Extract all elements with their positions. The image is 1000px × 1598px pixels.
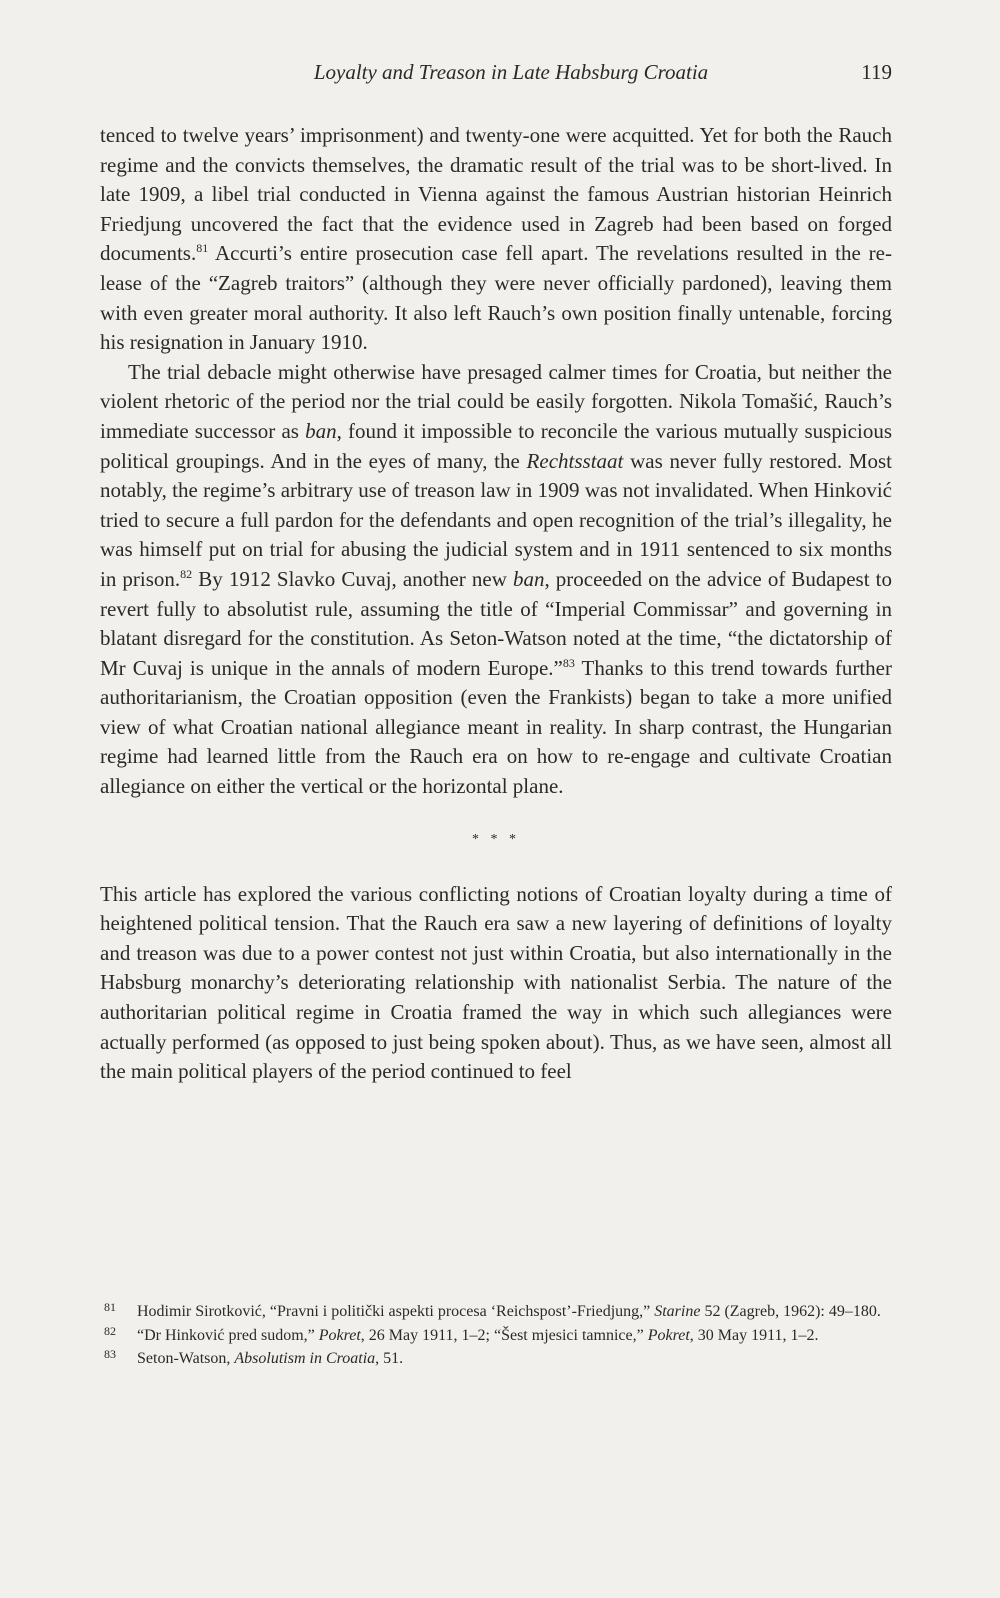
main-text	[100, 121, 892, 1087]
paragraph-2	[100, 358, 892, 802]
text-run: , 30 May 1911, 1–2.	[689, 1326, 819, 1344]
text-run: Accurti’s entire prosecution case fell apart. The revelations resulted in the release of the “Zagreb traitors” (although they were never officially pardoned), leaving them with even greater moral authority. It also left Rauch’s own position finally untenable, forcing his resignation in January 1910.	[100, 241, 892, 355]
footnote-81	[100, 1300, 892, 1324]
paragraph-3: This article has explored the various conflicting notions of Croatian loyalty during a time of heightened political tension. That the Rauch era saw a new layering of definitions of loyalty and treason was due to a power contest not just within Croatia, but also internationally in the Habsburg monarchy’s deteriorating relationship with nationalist Serbia. The nature of the authoritarian political regime in Croatia framed the way in which such allegiances were actually performed (as opposed to just being spoken about). Thus, as we have seen, almost all the main political players of the period continued to feel	[100, 881, 892, 1084]
text-run: , found it impossible to reconcile the various mutually suspicious political groupings. And in the eyes of many, the	[100, 418, 892, 473]
text-run: , 26 May 1911, 1–2; “Šest mjesici tamnice,”	[360, 1326, 648, 1344]
footnote-82	[100, 1324, 892, 1348]
footnote-number: 82	[104, 1323, 116, 1338]
page-number: 119	[861, 60, 892, 84]
text-run: “Dr Hinković pred sudom,”	[137, 1326, 319, 1344]
footnote-ref-82[interactable]: 82	[180, 566, 193, 581]
italic-title: Starine	[654, 1303, 701, 1320]
text-run: , 51.	[375, 1350, 404, 1367]
text-run: By 1912 Slavko Cuvaj, another new	[192, 566, 513, 591]
italic-term: ban	[305, 418, 337, 443]
text-run: Thanks to this trend towards further authoritarianism, the Croatian opposition (even the Frankists) began to take a more unified view of what Croatian national allegiance meant in reality. In sharp contrast, the Hungarian regime had learned little from the Rauch era on how to re-engage and cultivate Croatian allegiance on either the vertical or the horizontal plane.	[100, 655, 892, 799]
text-run: Seton-Watson,	[137, 1350, 235, 1367]
italic-term: ban	[512, 566, 545, 591]
section-break-asterism: * * *	[472, 831, 520, 847]
footnote-number: 83	[104, 1347, 116, 1361]
footnote-83	[100, 1347, 892, 1371]
italic-term: Rechtsstaat	[526, 448, 624, 473]
text-run: The trial debacle might otherwise have presaged calmer times for Croatia, but neither the violent rhetoric of the period nor the trial could be easily forgotten. Nikola Tomašić, Rauch’s immediate successor as	[100, 359, 892, 443]
paragraph-1	[100, 121, 892, 358]
text-run: Hodimir Sirotković, “Pravni i politički aspekti procesa ‘Reichspost’-Friedjung,”	[137, 1303, 655, 1320]
footnote-ref-83[interactable]: 83	[562, 655, 575, 670]
text-run: tenced to twelve years’ imprisonment) and twenty-one were acquitted. Yet for both the Rauch regime and the convicts themselves, the dramatic result of the trial was to be short-lived. In late 1909, a libel trial conducted in Vienna against the famous Austrian historian Heinrich Friedjung uncovered the fact that the evidence used in Zagreb had been based on forged documents.	[100, 123, 892, 266]
italic-title: Absolutism in Croatia	[234, 1350, 376, 1367]
text-run: 52 (Zagreb, 1962): 49–180.	[700, 1303, 881, 1320]
italic-title: Pokret	[318, 1326, 361, 1344]
footnotes	[100, 1300, 892, 1371]
italic-title: Pokret	[647, 1326, 690, 1344]
text-run: , proceeded on the advice of Budapest to revert fully to absolutist rule, assuming the title of “Imperial Commissar” and governing in blatant disregard for the constitution. As Seton-Watson noted at the time, “the dictatorship of Mr Cuvaj is unique in the annals of modern Europe.”	[100, 566, 892, 680]
running-header	[100, 60, 892, 90]
footnote-number: 81	[104, 1300, 116, 1314]
running-title: Loyalty and Treason in Late Habsburg Croatia	[313, 60, 709, 84]
text-run: was never fully restored. Most notably, the regime’s arbitrary use of treason law in 1909 was not invalidated. When Hinković tried to secure a full pardon for the defendants and open recognition of the trial’s illegality, he was himself put on trial for abusing the judicial system and in 1911 sentenced to six months in prison.	[100, 448, 892, 591]
footnote-ref-81[interactable]: 81	[196, 241, 209, 256]
